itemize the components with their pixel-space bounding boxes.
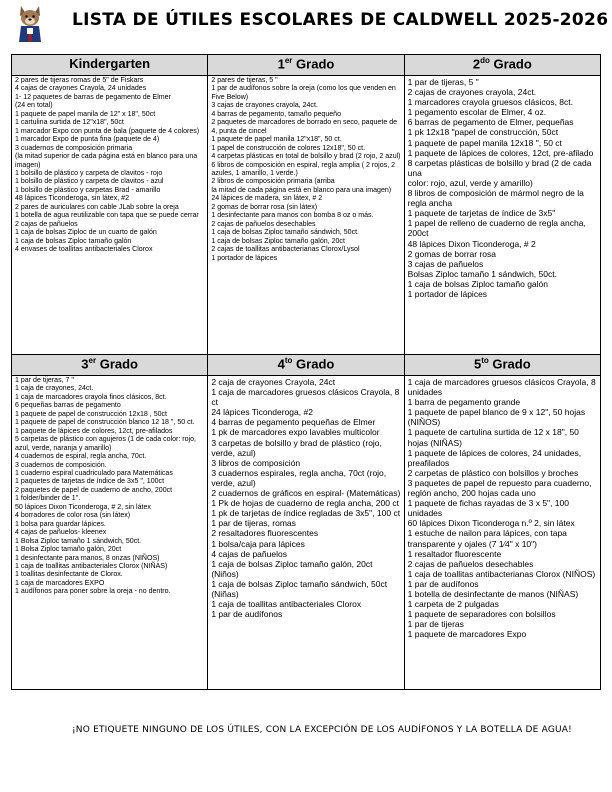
supply-item: 1 audífonos para poner sobre la oreja - no dentro.	[15, 588, 171, 596]
supply-item: la mitad de cada página está en blanco para una imagen)	[211, 186, 392, 194]
supply-item: 1 par de audífonos	[407, 578, 479, 589]
supply-item: 2 pares de tijeras romas de 5" de Fiskars	[15, 77, 144, 84]
supply-item: 1 caja de bolsas Ziploc tamaño galón	[407, 278, 548, 289]
supply-item: 1 paquete de papel manila 12x18 ", 50 ct	[407, 137, 562, 148]
supply-item: 2 resaltadores fluorescentes	[211, 528, 319, 539]
supply-item: 1 par de tijeras	[407, 619, 464, 630]
supply-item: 4 barras de pegamento pequeñas de Elmer	[211, 417, 376, 428]
bulldog-mascot-logo	[16, 4, 44, 44]
supply-item: 50 lápices Dixon Ticonderoga, # 2, sin látex	[15, 503, 151, 511]
supply-item: 48 lápices Ticonderoga, sin látex, #2	[15, 195, 129, 203]
supply-item: 1 paquete de lápices de colores, 12ct, pre-afilado	[407, 147, 594, 158]
supply-item: 3 carpetas de bolsillo y brad de plástico (rojo, verde, azul)	[211, 437, 382, 458]
supply-item: 1 caja de bolsas Ziploc tamaño galón, 20ct (Niños)	[211, 558, 373, 579]
supply-item: 1 desinfectante para manos con bomba 8 oz o más.	[211, 212, 374, 220]
supply-item: 1 bolsa/caja para lápices	[211, 538, 305, 549]
supply-item: 1 botella de agua reutilizable con tapa que se puede cerrar	[15, 212, 199, 220]
supply-item: 3 paquetes de papel de repuesto para cuaderno, reglón ancho, 200 hojas cada uno	[407, 477, 592, 499]
supply-item: 1 paquetes de tarjetas de índice de 3x5 ", 100ct	[15, 478, 165, 486]
supply-item: 4 cajas de pañuelos- kleenex	[15, 529, 107, 537]
supply-item: 5 carpetas de plástico con agujeros (1 de cada color: rojo, azul, verde, naranja y amarillo)	[15, 436, 196, 452]
supply-item: 1 pk de tarjetas de índice regladas de 3x5", 100 ct	[211, 508, 401, 519]
supply-item: 3 libros de composición	[211, 457, 301, 468]
supply-item: 1 paquete de separadores con bolsillos	[407, 609, 556, 620]
supply-item: 1 paquete de marcadores Expo	[407, 629, 527, 640]
supply-item: 1 caja de bolsas Ziploc tamaño sándwich, 50ct (Niñas)	[211, 578, 388, 599]
supply-item: 1 paquete de papel de construcción 12x18 , 50ct	[15, 410, 168, 418]
supply-item: (24 en total)	[15, 102, 53, 110]
header-fifth-grade: $5^{to}$ Grado	[404, 355, 600, 376]
supply-item: 1 caja de toallitas antibacteriales Clorox	[211, 599, 362, 610]
supply-item: 1 cuaderno espiral cuadriculado para Matemáticas	[15, 469, 173, 477]
supply-item: 1 paquete de cartulina surtida de 12 x 18", 50 hojas (NIÑAS)	[407, 427, 579, 448]
supply-item: 3 cuadernos de composición primaria	[15, 144, 133, 152]
supply-item: 1 portador de lápices	[211, 254, 278, 262]
supply-item: 1 caja de marcadores EXPO	[15, 579, 105, 587]
second-grade-list	[404, 76, 600, 355]
header-third-grade: 3er Grado	[12, 355, 208, 376]
supply-item: 2 cajas de toallitas antibacterianas Clorox/Lysol	[211, 246, 360, 254]
supply-item: 1 caja de toallitas antibacterianas Clorox (NIÑOS)	[407, 568, 596, 579]
supply-item: 1 caja de bolsas Ziploc tamaño galón, 20ct	[211, 237, 345, 245]
supply-item: 2 paquetes de marcadores de borrado en seco, paquete de 4, punta de cincel	[211, 119, 398, 135]
supply-item: 4 cajas de pañuelos	[211, 548, 287, 559]
supply-item: 1 Bolsa Ziploc tamaño 1 sándwich, 50ct.	[15, 537, 142, 545]
supply-item: 1 marcadores crayola gruesos clásicos, 8ct.	[407, 97, 574, 108]
supply-item: 1 par de audífonos	[211, 609, 283, 620]
supply-item: color: rojo, azul, verde y amarillo)	[407, 177, 533, 188]
supply-item: 2 cajas de pañuelos	[15, 220, 78, 228]
supply-item: 1 pegamento escolar de Elmer, 4 oz.	[407, 107, 547, 118]
supply-item: 4 cuadernos de espiral, regla ancha, 70ct.	[15, 453, 147, 461]
supply-item: 1 carpeta de 2 pulgadas	[407, 599, 499, 610]
supply-item: 1 paquete de fichas rayadas de 3 x 5", 100 unidades	[407, 498, 569, 519]
supply-item: 4 carpetas plásticas en total de bolsillo y brad (2 rojo, 2 azul)	[211, 153, 401, 161]
supply-item: 1 caja de crayones, 24ct.	[15, 385, 94, 393]
supply-item: 6 libros de composición en espiral, regla amplia ( 2 rojos, 2 azules, 1 amarillo, 1 verde.)	[211, 161, 396, 177]
supply-item: 1 estuche de nailon para lápices, con tapa transparente y ojales (7 1⁄4" x 10")	[407, 528, 567, 549]
header-kindergarten: Kindergarten	[12, 55, 208, 76]
first-grade-list	[208, 76, 404, 355]
supply-item: 1 paquete de papel de construcción blanco 12 18 ", 50 ct.	[15, 419, 195, 427]
supply-item: 60 lápices Dixon Ticonderoga n.º 2, sin látex	[407, 518, 575, 529]
supply-item: 1 papel de relleno de cuaderno de regla ancha, 200ct	[407, 218, 586, 239]
supply-item: 1 paquete de papel blanco de 9 x 12", 50 hojas (NIÑOS)	[407, 407, 586, 428]
supply-item: 3 cajas de pañuelos	[407, 258, 484, 269]
header-fourth-grade: $4^{to}$ Grado	[208, 355, 404, 376]
supply-item: 1 paquete de papel manila 12"x18", 50 ct.	[211, 136, 342, 144]
supply-item: 3 cuadernos espirales, regla ancha, 70ct (rojo, verde, azul)	[211, 467, 387, 488]
supply-item: 48 lápices Dixon Ticonderoga, # 2	[407, 238, 536, 249]
supply-item: 1 pk de marcadores expo lavables multicolor	[211, 427, 380, 438]
supply-item: 1 caja de marcadores gruesos clásicos Crayola, 8 unidades	[407, 377, 596, 398]
page-title: LISTA DE ÚTILES ESCOLARES DE CALDWELL 2025-2026	[72, 10, 609, 30]
supply-item: 1 barra de pegamento grande	[407, 397, 521, 408]
supply-item: 2 cajas de pañuelos desechables	[407, 558, 534, 569]
supply-item: 1 caja de bolsas Ziploc tamaño galón	[15, 237, 132, 245]
supply-item: Bolsas Ziploc tamaño 1 sándwich, 50ct.	[407, 268, 557, 279]
supply-item: 2 gomas de borrar rosa (sin látex)	[211, 203, 318, 211]
supply-item: 1 bolsillo de plástico y carpeta de clavitos - azul	[15, 178, 164, 186]
supply-item: 2 gomas de borrar rosa	[407, 248, 497, 259]
supply-item: 1 bolsillo de plástico y carpetas Brad - amarillo	[15, 186, 161, 194]
supply-item: 1 botella de desinfectante de manos (NIÑAS)	[407, 588, 579, 599]
supply-item: 1 folder/binder de 1".	[15, 495, 81, 503]
supply-item: 1 caja de marcadores crayola finos clásicos, 8ct.	[15, 393, 167, 401]
fifth-grade-list	[404, 376, 600, 690]
supply-item: 1 papel de construcción de colores 12x18", 50 ct.	[211, 144, 366, 152]
supply-item: 1 toallitas desinfectante de Clorox.	[15, 571, 123, 579]
supply-item: 1 caja de toallitas antibacteriales Clorox (NIÑAS)	[15, 562, 168, 570]
supply-item: 1 portador de lápices	[407, 288, 488, 299]
supply-item: 4 envases de toallitas antibacteriales Clorox	[15, 246, 153, 254]
supply-item: 1 par de tijeras, 7 "	[15, 377, 74, 384]
supply-item: 1 caja de bolsas Ziploc tamaño sándwich, 50ct.	[211, 229, 360, 237]
supply-item: 1 cartulina surtida de 12"x18", 50ct	[15, 119, 124, 127]
supply-item: 1 par de tijeras, romas	[211, 518, 296, 529]
supply-item: 1 marcador Expo de punta fina (paquete de 4)	[15, 136, 160, 144]
supply-item: 4 cajas de crayones Crayola, 24 unidades	[15, 85, 147, 93]
header-second-grade: $2^{do}$ Grado	[404, 55, 600, 76]
supply-item: 4 barras de pegamento, tamaño pequeño	[211, 110, 342, 118]
supply-item: 6 barras de pegamento de Elmer, pequeñas	[407, 117, 574, 128]
supply-item: 1 paquete de papel manila de 12" x 18", 50ct	[15, 110, 156, 118]
header-first-grade: 1er Grado	[208, 55, 404, 76]
supply-item: 24 lápices de madera, sin látex, # 2	[211, 195, 323, 203]
supply-item: 1 marcador Expo con punta de bala (paquete de 4 colores)	[15, 127, 200, 135]
supply-item: 1 resaltador fluorescente	[407, 548, 502, 559]
supply-item: 2 cajas de crayones crayola, 24ct.	[407, 87, 537, 98]
supply-item: 2 paquetes de papel de cuaderno de ancho, 200ct	[15, 486, 173, 494]
supply-item: 1 bolsa para guardar lápices.	[15, 520, 106, 528]
supply-item: 1 par de audífonos sobre la oreja (como los que venden en Five Below)	[211, 85, 396, 101]
supply-list-table	[11, 54, 601, 690]
supply-item: 8 libros de composición de mármol negro de la regla ancha	[407, 188, 584, 209]
supply-item: 3 cajas de crayones crayola, 24ct.	[211, 102, 318, 110]
supply-item: 1 desinfectante para manos, 8 onzas (NIÑOS)	[15, 554, 160, 562]
labeling-note: ¡NO ETIQUETE NINGUNO DE LOS ÚTILES, CON LA EXCEPCIÓN DE LOS AUDÍFONOS Y LA BOTELLA DE AGUA!	[72, 725, 572, 735]
supply-item: 2 libros de composición primaria (arriba	[211, 178, 335, 186]
supply-item: (la mitad superior de cada página está en blanco para una imagen)	[15, 153, 198, 169]
supply-item: 6 pequeñas barras de pegamento	[15, 402, 121, 410]
supply-item: 1 Pk de hojas de cuaderno de regla ancha, 200 ct	[211, 498, 399, 509]
fourth-grade-list	[208, 376, 404, 690]
third-grade-list	[12, 376, 208, 690]
supply-item: 2 pares de auriculares con cable JLab sobre la oreja	[15, 203, 179, 211]
supply-item: 2 carpetas de plástico con bolsillos y broches	[407, 467, 579, 478]
supply-item: 8 carpetas plásticas de bolsillo y brad (2 de cada una	[407, 157, 592, 178]
supply-item: 1- 12 paquetes de barras de pegamento de Elmer	[15, 93, 171, 101]
supply-item: 4 borradores de color rosa (sin látex)	[15, 512, 131, 520]
supply-item: 2 cajas de pañuelos desechables	[211, 220, 316, 228]
kindergarten-list	[12, 76, 208, 355]
supply-item: 3 cuadernos de composición.	[15, 461, 107, 469]
supply-item: 1 paquete de lápices de colores, 12ct, pre-afilados	[15, 427, 173, 435]
supply-item: 24 lápices Ticonderoga, #2	[211, 407, 313, 418]
supply-item: 2 cuadernos de gráficos en espiral- (Matemáticas)	[211, 488, 401, 499]
supply-item: 1 pk 12x18 "papel de construcción, 50ct	[407, 127, 559, 138]
supply-item: 1 paquete de tarjetas de índice de 3x5"	[407, 208, 556, 219]
supply-item: 1 caja de marcadores gruesos clásicos Crayola, 8 ct	[211, 387, 400, 408]
supply-item: 2 caja de crayones Crayola, 24ct	[211, 377, 336, 387]
supply-item: 1 bolsillo de plástico y carpeta de clavitos - rojo	[15, 169, 163, 177]
supply-item: 1 Bolsa Ziploc tamaño galón, 20ct	[15, 546, 122, 554]
supply-item: 1 caja de bolsas Ziploc de un cuarto de galón	[15, 229, 157, 237]
supply-item: 2 pares de tijeras, 5 "	[211, 77, 278, 84]
supply-item: 1 paquete de lápices de colores, 24 unidades, preafilados	[407, 447, 582, 468]
supply-item: 1 par de tijeras, 5 "	[407, 77, 479, 87]
